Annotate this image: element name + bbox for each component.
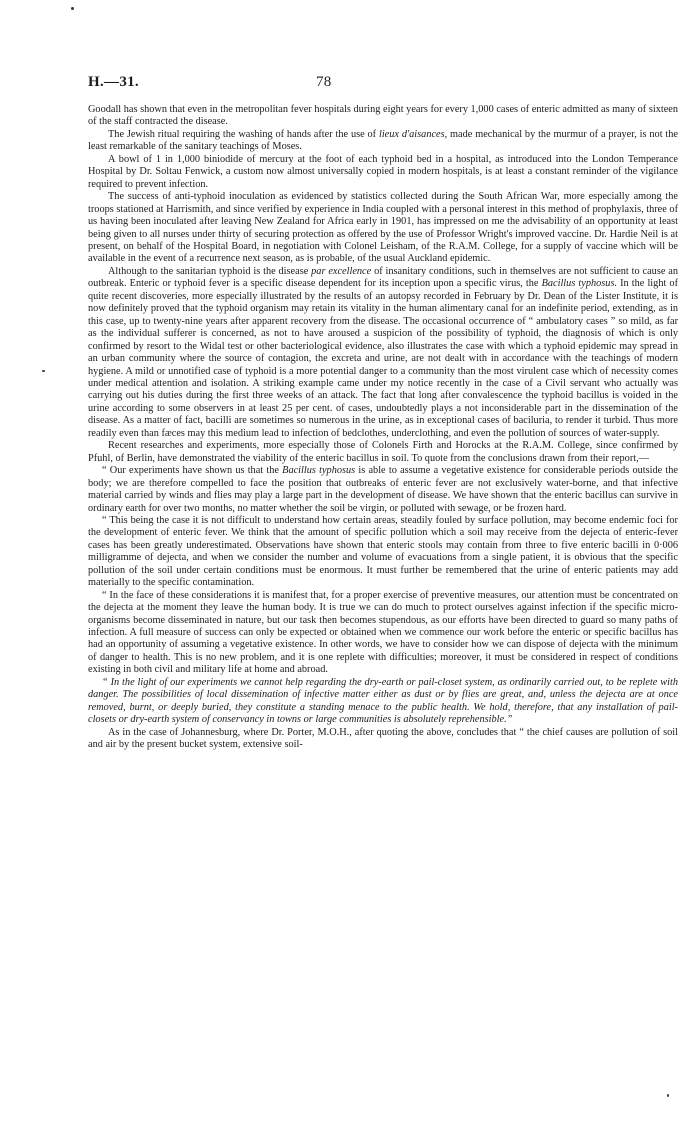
paragraph-p2: [88, 129, 678, 154]
paragraph-p8: [88, 515, 678, 590]
text-run: “ In the light of our experiments we cannot help regarding the dry-earth or pail-closet system, as ordinarily carried out, to be replete with danger. The possibilities of local dissemination of infective matter either as dust or by flies are great, and, unless the dejecta are at once removed, burnt, or deeply buried, they constitute a standing menace to the public health. We hold, therefore, that any installation of pail-closets or dry-earth system of conservancy in towns or large communities is absolutely reprehensible.”: [88, 676, 678, 726]
body-text: [88, 104, 678, 752]
paragraph-p3: [88, 154, 678, 191]
italic-text: Bacillus typhosus.: [541, 278, 618, 290]
paragraph-p9: [88, 590, 678, 677]
text-run: In the light of quite recent discoveries, more especially illustrated by the results of an autopsy recorded in February by Dr. Dean of the Lister Institute, it is now definitely proved that the typhoid organism may retain its vitality in the human alimentary canal for an indefinite period, extending, as in this case, up to twenty-nine years after apparent recovery from the disease. The occasional occurrence of “ ambulatory cases ” so mild, as far as the individual sufferer is concerned, as not to have aroused a suspicion of the possibility of typhoid, the diagnosis of which is only confirmed by resort to the Widal test or other bacteriological evidence, also illustrates the case with which a typhoid epidemic may spread in an urban community where the source of contagion, the excreta and urine, are not dealt with in accordance with the teachings of modern hygiene. A mild or unnotified case of typhoid is a more potential danger to a community than the most virulent case which of necessity comes under medical attention and isolation. A striking example came under my notice recently in the case of a Civil servant who actually was carrying out his duties during the first three weeks of an attack. The fact that long after convalescence the typhoid bacillus is voided in the urine according to some observers in at least 25 per cent. of cases, undoubtedly plays a not inconsiderable part in the dissemination of the disease. As a matter of fact, bacilli are sometimes so numerous in the urine, as in exceptional cases of baciluria, to render it turbid. Thus more readily even than fæces may this medium lead to infection of bedclothes, underclothing, and even the pollution of sources of water-supply.: [88, 278, 678, 439]
italic-text: par excellence: [311, 265, 372, 277]
scan-speck: [667, 1094, 669, 1097]
scan-speck: [71, 7, 74, 10]
text-run: Goodall has shown that even in the metropolitan fever hospitals during eight years for every 1,000 cases of enteric admitted as many of sixteen of the staff contracted the disease.: [88, 104, 678, 128]
paragraph-p5: [88, 266, 678, 440]
text-run: The success of anti-typhoid inoculation as evidenced by statistics collected during the South African War, more especially among the troops stationed at Harrismith, and since verified by experience in India coupled with a personal interest in this method of prophylaxis, three of us having been inoculated after leaving New Zealand for Africa early in 1901, has impressed on me the advisability of an opportunity at least being given to all nurses under thirty of securing protection as offered by the use of Professor Wright's improved vaccine. Dr. Hardie Neil is at present, on behalf of the Hospital Board, in negotiation with Colonel Leisham, of the R.A.M. College, for a supply of vaccine which will be available in the event of a recurrence next season, as is probable, of the usual Auckland epidemic.: [88, 191, 678, 265]
text-run: of insanitary conditions, such in themselves are not sufficient to cause an outbreak. Enteric or typhoid fever is a specific disease dependent for its inception upon a specific virus, the: [88, 265, 678, 290]
paragraph-p10: [88, 677, 678, 727]
text-run: Recent researches and experiments, more especially those of Colonels Firth and Horocks at the R.A.M. College, since confirmed by Pfuhl, of Berlin, have demonstrated the viability of the enteric bacillus in soil. To quote from the conclusions drawn from their report,—: [88, 440, 678, 464]
page-header: [88, 74, 678, 96]
page-number: 78: [316, 74, 332, 90]
paragraph-p4: [88, 191, 678, 266]
text-run: “ Our experiments have shown us that the: [102, 465, 283, 477]
paragraph-p11: [88, 727, 678, 752]
text-run: As in the case of Johannesburg, where Dr. Porter, M.O.H., after quoting the above, concludes that “ the chief causes are pollution of soil and air by the present bucket system, extensive soil-: [88, 726, 678, 751]
italic-text: lieux d'aisances: [378, 128, 445, 140]
document-reference: H.—31.: [88, 74, 139, 90]
text-run: Although to the sanitarian typhoid is the disease: [108, 265, 312, 277]
italic-text: Bacillus typhosus: [282, 465, 356, 477]
text-run: “ In the face of these considerations it is manifest that, for a proper exercise of preventive measures, our attention must be concentrated on the dejecta at the moment they leave the human body. It is true we can do much to protect ourselves against infection if the specific micro-organisms become disseminated in nature, but our task then becomes stupendous, as our efforts have been directed to guard so many paths of infection. A full measure of success can only be expected or obtained when we commence our work before the enteric or specific bacillus has had an opportunity of assuming a vegetative existence. In other words, we have to consider how we can dispose of dejecta with the minimum of danger to health. This is no new problem, and it is one replete with difficulties; moreover, it must be considered in respect of conditions existing in both civil and military life at home and abroad.: [88, 589, 678, 676]
scan-speck: [42, 370, 45, 372]
paragraph-p7: [88, 465, 678, 515]
paragraph-p1: [88, 104, 678, 129]
text-run: The Jewish ritual requiring the washing of hands after the use of: [108, 128, 379, 140]
text-run: A bowl of 1 in 1,000 biniodide of mercury at the foot of each typhoid bed in a hospital, as introduced into the London Temperance Hospital by Dr. Soltau Fenwick, a custom now almost universally copied in modern hospitals, is at least a constant reminder of the vigilance required to prevent infection.: [88, 153, 678, 190]
text-run: “ This being the case it is not difficult to understand how certain areas, steadily fouled by surface pollution, may become endemic foci for the development of enteric fever. We think that the amount of specific pollution which a soil may receive from the dejecta of enteric-fever cases has been greatly underestimated. Observations have shown that enteric stools may contain from three to five enteric bacilli in 0·006 milligramme of dejecta, and when we consider the number and volume of evacuations from a single patient, it is obvious that the specific pollution of the soil under certain conditions must be enormous. It must further be remembered that the urine of enteric patients may add materially to the specific contamination.: [88, 514, 678, 589]
paragraph-p6: [88, 440, 678, 465]
text-run: , made mechanical by the murmur of a prayer, is not the least remarkable of the sanitary teachings of Moses.: [88, 128, 678, 153]
text-run: is able to assume a vegetative existence for considerable periods outside the body; we are therefore compelled to face the position that outbreaks of enteric fever are not exclusively water-borne, and that infective material carried by winds and flies may play a large part in the development of disease. We have shown that the enteric bacillus can survive in ordinary earth for over two months, no matter whether the soil be virgin, or polluted with sewage, or be frozen hard.: [88, 465, 678, 514]
